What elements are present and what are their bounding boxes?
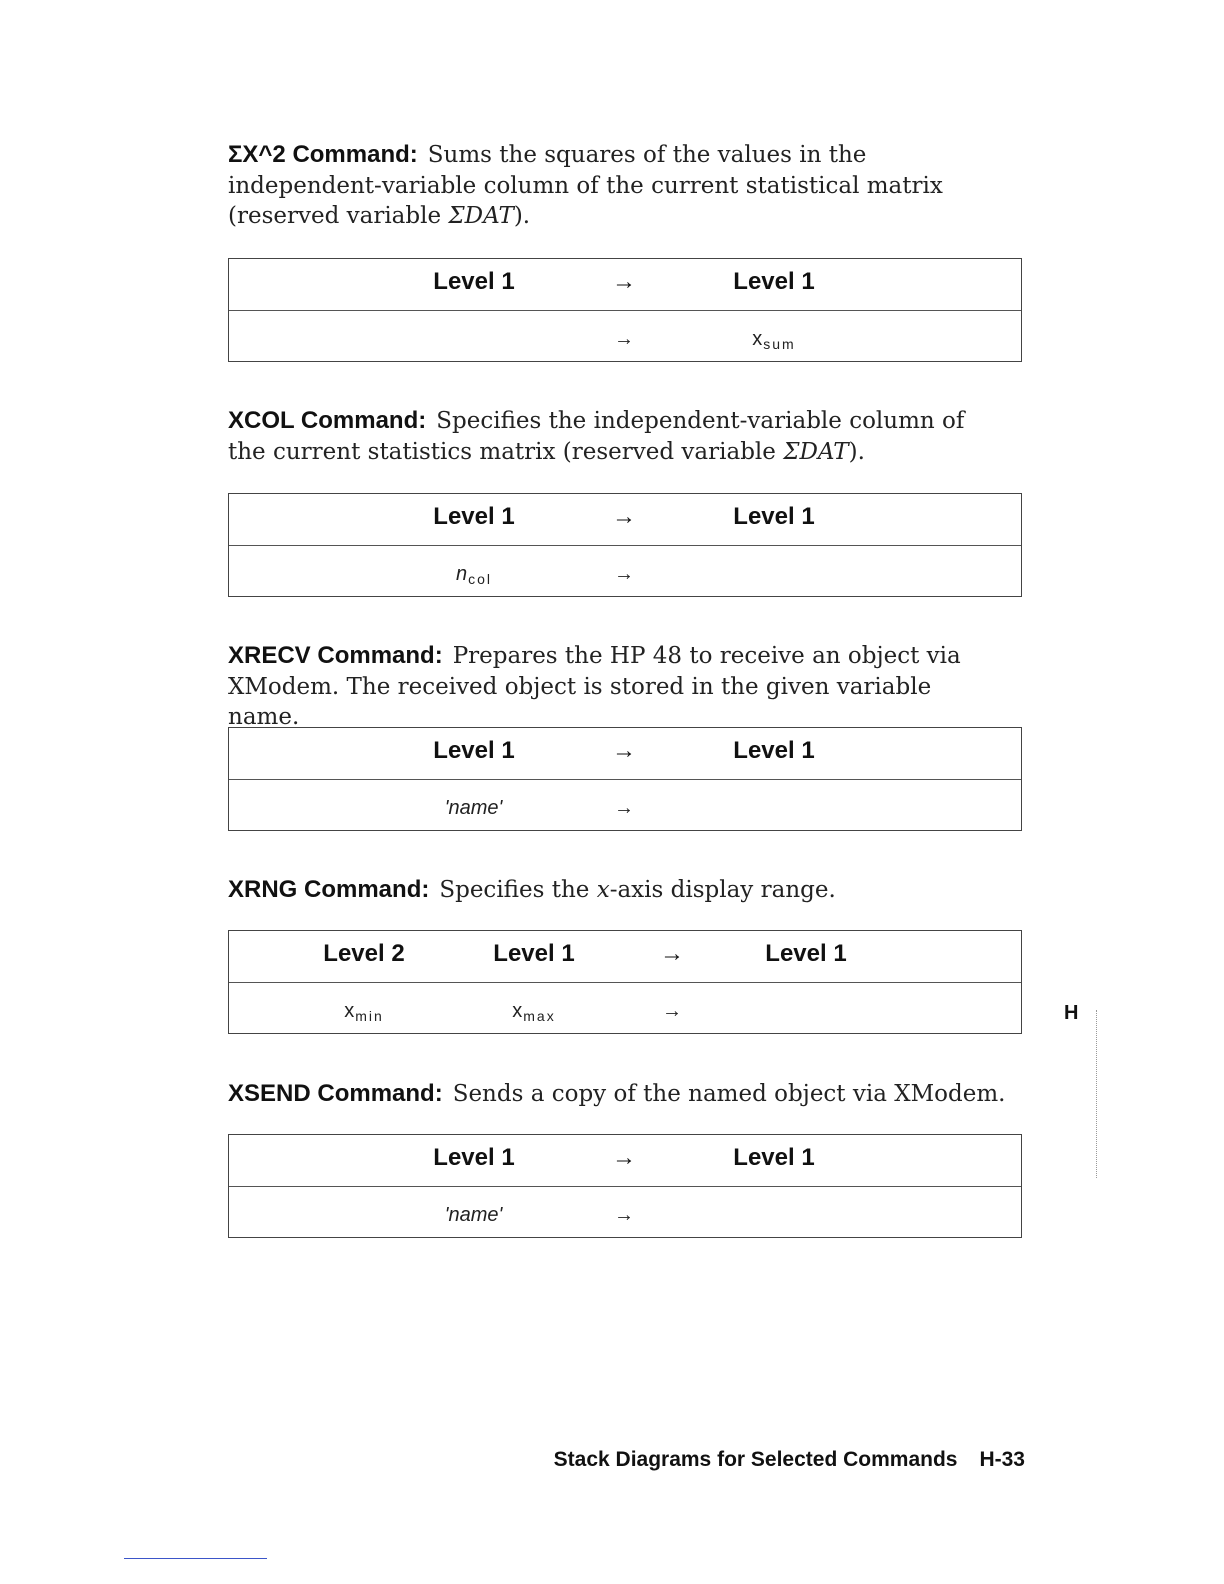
input-value: $n_{col}$ bbox=[455, 563, 493, 587]
output-value: $x_{sum}$ bbox=[752, 328, 796, 352]
command-name: XSEND Command: bbox=[228, 1080, 443, 1107]
header-level-in: Level 1 bbox=[433, 503, 515, 530]
arrow-icon: → bbox=[612, 1144, 636, 1171]
input-value: 'name' bbox=[444, 797, 503, 819]
command-name: ΣX^2 Command: bbox=[228, 141, 418, 168]
tab-divider bbox=[1096, 1010, 1097, 1178]
stack-header-row bbox=[229, 494, 1021, 546]
header-level-out: Level 1 bbox=[733, 268, 815, 295]
page-footer bbox=[554, 1448, 1025, 1472]
footer-title: Stack Diagrams for Selected Commands bbox=[553, 1448, 958, 1471]
stack-diagram-table bbox=[228, 258, 1022, 362]
command-description: XCOL Command: Specifies the independent-variable column of the current statistics matrix (reserved variable ΣDAT). bbox=[228, 407, 965, 465]
command-description: XSEND Command: Sends a copy of the named object via XModem. bbox=[228, 1080, 1006, 1107]
appendix-tab-letter: H bbox=[1064, 1002, 1079, 1024]
command-section-xrng bbox=[228, 875, 1024, 1024]
header-level-out: Level 1 bbox=[733, 737, 815, 764]
command-description: XRECV Command: Prepares the HP 48 to receive an object via XModem. The received object is stored in the given variable name. bbox=[228, 642, 961, 730]
arrow-icon: → bbox=[612, 268, 636, 295]
command-section-xcol bbox=[228, 406, 1024, 587]
stack-header-row bbox=[229, 931, 1021, 983]
header-level-in: Level 1 bbox=[433, 1144, 515, 1171]
arrow-icon: → bbox=[614, 797, 634, 819]
stack-header-row bbox=[229, 1135, 1021, 1187]
arrow-icon: → bbox=[614, 328, 634, 350]
header-level-out: Level 1 bbox=[733, 1144, 815, 1171]
command-section-xsend bbox=[228, 1079, 1024, 1226]
command-section-xrecv bbox=[228, 641, 1024, 819]
arrow-icon: → bbox=[612, 503, 636, 530]
stack-value-row bbox=[229, 983, 1021, 1034]
stack-diagram-table bbox=[228, 930, 1022, 1034]
stack-header-row bbox=[229, 728, 1021, 780]
header-level-1: Level 1 bbox=[493, 940, 575, 967]
stack-diagram-table bbox=[228, 727, 1022, 831]
output-value bbox=[709, 1187, 839, 1238]
output-value bbox=[741, 983, 871, 1034]
output-value bbox=[709, 780, 839, 831]
command-name: XRNG Command: bbox=[228, 876, 430, 903]
stack-header-row bbox=[229, 259, 1021, 311]
arrow-icon: → bbox=[612, 737, 636, 764]
arrow-icon: → bbox=[614, 563, 634, 585]
arrow-icon: → bbox=[614, 1204, 634, 1226]
output-value bbox=[709, 546, 839, 597]
arrow-icon: → bbox=[662, 1000, 682, 1022]
stack-value-row bbox=[229, 1187, 1021, 1238]
stack-value-row bbox=[229, 780, 1021, 831]
command-name: XRECV Command: bbox=[228, 642, 443, 669]
header-level-2: Level 2 bbox=[323, 940, 405, 967]
input-value-level-1: $x_{max}$ bbox=[512, 1000, 556, 1024]
arrow-icon: → bbox=[660, 940, 684, 967]
stack-diagram-table bbox=[228, 1134, 1022, 1238]
command-section-sumx2 bbox=[228, 140, 1024, 352]
command-description: XRNG Command: Specifies the x-axis display range. bbox=[228, 876, 836, 903]
header-level-in: Level 1 bbox=[433, 268, 515, 295]
scan-edge-line bbox=[124, 1558, 267, 1559]
stack-value-row bbox=[229, 546, 1021, 597]
input-value: 'name' bbox=[444, 1204, 503, 1226]
header-level-in: Level 1 bbox=[433, 737, 515, 764]
command-name: XCOL Command: bbox=[228, 407, 427, 434]
input-value bbox=[409, 311, 539, 362]
page-number: H-33 bbox=[979, 1448, 1025, 1471]
stack-diagram-table bbox=[228, 493, 1022, 597]
stack-value-row bbox=[229, 311, 1021, 362]
input-value-level-2: $x_{min}$ bbox=[344, 1000, 384, 1024]
command-description: ΣX^2 Command: Sums the squares of the values in the independent-variable column of the current statistical matrix (reserved variable ΣDAT). bbox=[228, 141, 943, 229]
header-level-out: Level 1 bbox=[765, 940, 847, 967]
header-level-out: Level 1 bbox=[733, 503, 815, 530]
